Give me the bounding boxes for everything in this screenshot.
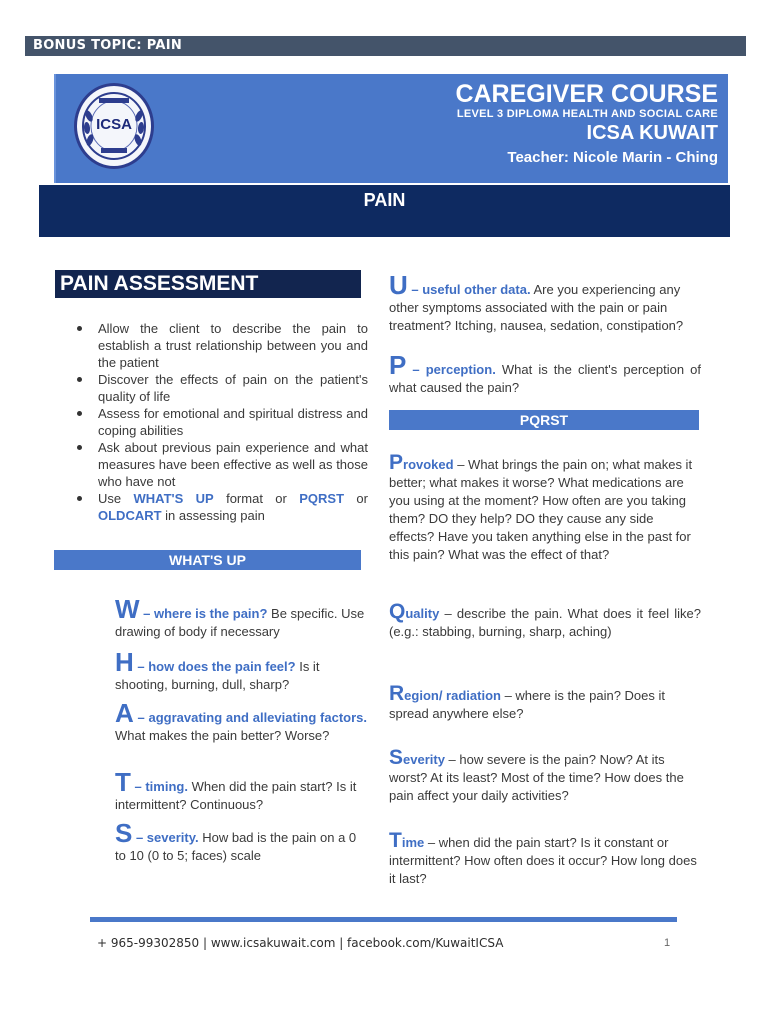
list-item: Assess for emotional and spiritual distress and coping abilities <box>74 405 368 439</box>
pain-assessment-heading: PAIN ASSESSMENT <box>55 270 361 298</box>
pqrst-item-severity: Severity – how severe is the pain? Now? At its worst? At its least? Most of the time? How does the pain affect your daily activities? <box>389 746 684 803</box>
whats-up-item-s: S – severity. How bad is the pain on a 0 to 10 (0 to 5; faces) scale <box>115 818 357 863</box>
list-item: Allow the client to describe the pain to establish a trust relationship between you and the patient <box>74 320 368 371</box>
whats-up-item-a: A – aggravating and alleviating factors. What makes the pain better? Worse? <box>115 698 367 743</box>
whats-up-item-p: P – perception. What is the client's perception of what caused the pain? <box>389 350 701 395</box>
pqrst-keyword: PQRST <box>299 491 345 506</box>
bonus-topic-header: BONUS TOPIC: PAIN <box>25 36 746 56</box>
course-subtitle: LEVEL 3 DIPLOMA HEALTH AND SOCIAL CARE <box>456 108 718 120</box>
pqrst-item-provoked: Provoked – What brings the pain on; what makes it better; what makes it worse? What medications are you using at the moment? How often are you taking them? DO they help? DO they cause any side effects? Have you taken anything else in the past for this pain? What was the effect of that? <box>389 451 693 562</box>
page-number: 1 <box>664 937 671 949</box>
pqrst-item-region: Region/ radiation – where is the pain? Does it spread anywhere else? <box>389 682 666 721</box>
footer-contact: + 965-99302850 | www.icsakuwait.com | facebook.com/KuwaitICSA <box>97 936 504 950</box>
whats-up-item-w: W – where is the pain? Be specific. Use drawing of body if necessary <box>115 594 365 639</box>
footer-divider <box>90 917 677 922</box>
pqrst-item-quality: Quality – describe the pain. What does it feel like? (e.g.: stabbing, burning, sharp, aching) <box>389 600 701 639</box>
pqrst-item-time: Time – when did the pain start? Is it constant or intermittent? How often does it occur? How long does it last? <box>389 829 697 886</box>
whats-up-keyword: WHAT'S UP <box>133 491 214 506</box>
whats-up-item-t: T – timing. When did the pain start? Is it intermittent? Continuous? <box>115 767 357 812</box>
list-item: Ask about previous pain experience and what measures have been effective as well as those who have not <box>74 439 368 490</box>
logo-text: ICSA <box>96 116 132 133</box>
course-banner <box>54 74 728 183</box>
course-title: CAREGIVER COURSE <box>455 80 718 108</box>
course-organization: ICSA KUWAIT <box>586 122 718 144</box>
whats-up-item-u: U – useful other data. Are you experiencing any other symptoms associated with the pain or pain treatment? Itching, nausea, sedation, constipation? <box>389 270 684 333</box>
list-item: Discover the effects of pain on the patient's quality of life <box>74 371 368 405</box>
oldcart-keyword: OLDCART <box>98 508 162 523</box>
list-item: Use WHAT'S UP format or PQRST or OLDCART in assessing pain <box>74 490 368 524</box>
whats-up-item-h: H – how does the pain feel? Is it shooting, burning, dull, sharp? <box>115 647 320 692</box>
topic-title: PAIN <box>39 185 730 237</box>
pqrst-heading: PQRST <box>389 410 699 430</box>
icsa-logo <box>74 83 154 169</box>
banner-text-block <box>455 80 718 169</box>
course-teacher: Teacher: Nicole Marin - Ching <box>507 149 718 166</box>
whats-up-heading: WHAT'S UP <box>54 550 361 570</box>
assessment-bullet-list <box>74 320 368 524</box>
